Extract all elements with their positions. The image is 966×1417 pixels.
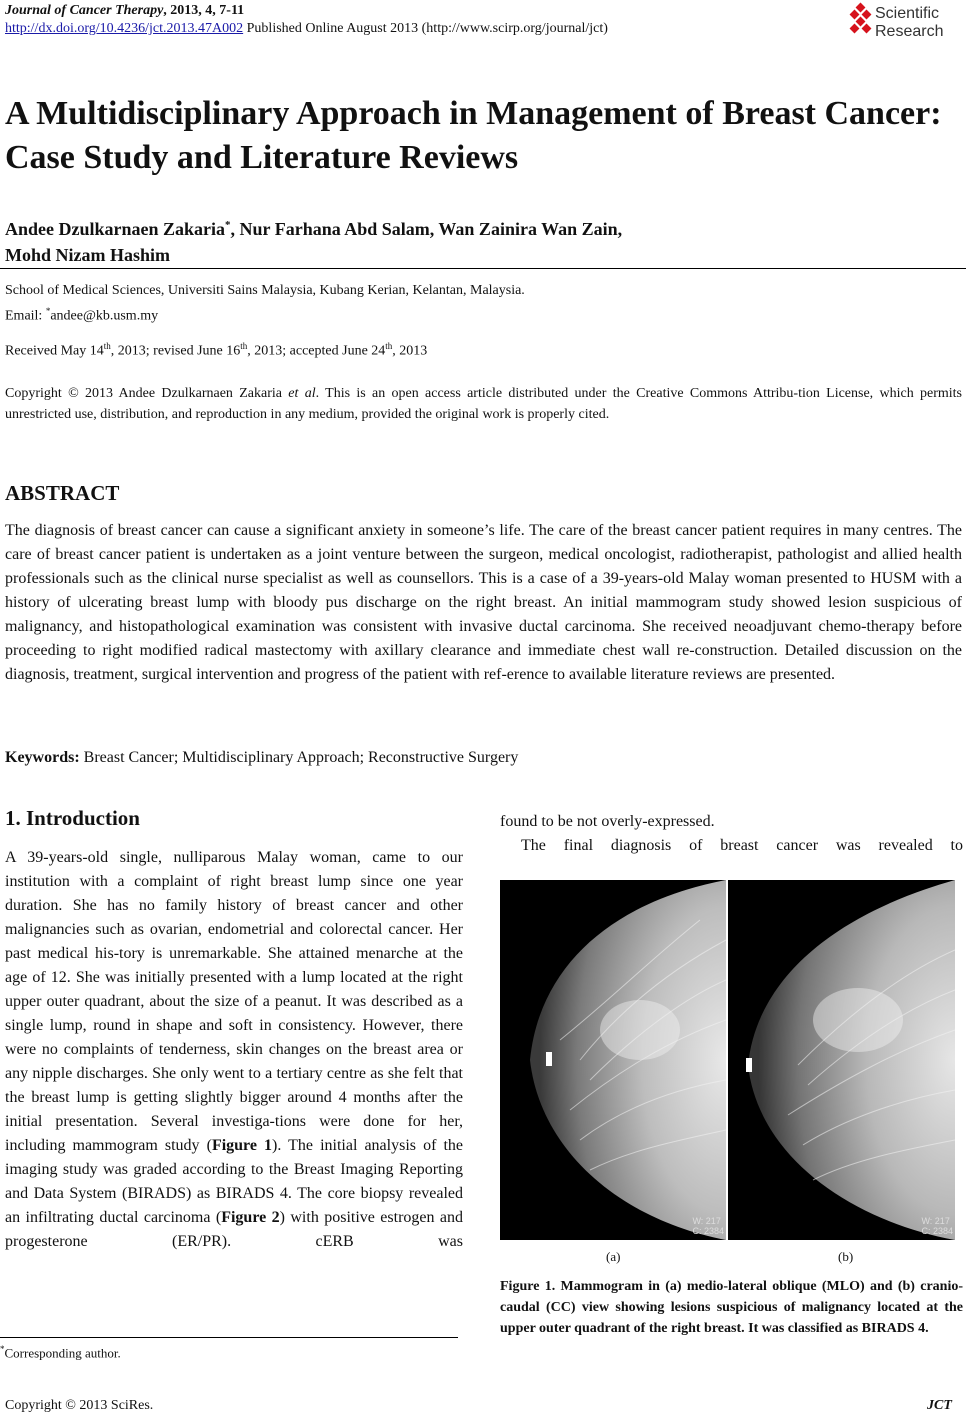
mammogram-cc-image <box>728 880 955 1240</box>
authors-line2: Mohd Nizam Hashim <box>5 245 171 265</box>
cc-window: W: 217 <box>921 1216 950 1226</box>
figure2-ref[interactable]: Figure 2 <box>221 1209 280 1226</box>
received-text: Received May 14 <box>5 343 104 359</box>
paper-title: A Multidisciplinary Approach in Management of Breast Cancer: Case Study and Literature Reviews <box>5 95 942 176</box>
email-label: Email: <box>5 308 46 324</box>
figure1-caption: Figure 1. Mammogram in (a) medio-lateral oblique (MLO) and (b) cranio-caudal (CC) view showing lesions suspicious of malignancy located at the upper outer quadrant of the right breast. It was classified as BIRADS 4. <box>500 1279 963 1336</box>
affiliation: School of Medical Sciences, Universiti Sains Malaysia, Kubang Kerian, Kelantan, Malaysia. <box>5 283 525 298</box>
keywords-line <box>5 749 518 767</box>
logo-line1: Scientific <box>875 5 940 22</box>
footer-copyright: Copyright © 2013 SciRes. <box>5 1398 154 1413</box>
footnote-divider <box>0 1337 458 1338</box>
scientific-research-logo <box>848 2 966 42</box>
right-column-text <box>500 810 963 858</box>
author-mark: * <box>225 219 231 231</box>
keywords-text: Breast Cancer; Multidisciplinary Approach; Reconstructive Surgery <box>79 749 519 766</box>
received-dates <box>5 341 427 360</box>
keywords-label: Keywords: <box>5 749 80 766</box>
footnote <box>0 1344 121 1361</box>
license-etal: et al <box>288 386 316 401</box>
intro-paragraph <box>5 846 463 1254</box>
mlo-overlay <box>692 1216 724 1236</box>
revised-text: , 2013; revised June 16 <box>110 343 241 359</box>
accepted-year: , 2013 <box>392 343 428 359</box>
revised-sup: th <box>240 341 248 351</box>
footnote-mark: * <box>0 1344 5 1354</box>
doi-line <box>5 21 608 37</box>
journal-citation <box>5 3 244 19</box>
mlo-center: C: 2384 <box>692 1226 724 1236</box>
abstract-heading: ABSTRACT <box>5 481 120 505</box>
license-notice <box>5 383 962 425</box>
intro-text-2: ). The initial analysis of the imaging study was graded according to the Breast Imaging Reporting and Data System (BIRADS) as BIRADS 4. The core biopsy revealed an infiltrating ductal carcinoma ( <box>5 1137 463 1226</box>
logo-line2: Research <box>875 23 944 40</box>
abstract-text: The diagnosis of breast cancer can cause a significant anxiety in someone’s life. The care of the breast cancer patient requires in many centres. The care of breast cancer patient is undertaken as a joint venture between the surgeon, medical oncologist, radiotherapist, pathologist and allied health professionals such as the clinical nurse specialist as well as counsellors. This is a case of a 39-years-old Malay woman presented to HUSM with a history of ulcerating breast lump with bloody pus discharge on the right breast. An initial mammogram study showed lesion suspicious of malignancy, and histopathological examination was consistent with invasive ductal carcinoma. She received neoadjuvant chemo-therapy before proceeding to right modified radical mastectomy with axillary clearance and immediate chest wall re-construction. Detailed discussion on the diagnosis, treatment, surgical intervention and progress of the patient with ref-erence to available literature reviews are presented. <box>5 522 962 683</box>
author-first: Andee Dzulkarnaen Zakaria <box>5 219 226 239</box>
email-mark: * <box>45 306 51 316</box>
received-sup: th <box>103 341 111 351</box>
journal-name: Journal of Cancer Therapy <box>5 3 164 18</box>
footnote-text: Corresponding author. <box>4 1345 121 1361</box>
authors-rest: , Nur Farhana Abd Salam, Wan Zainira Wan Zain, <box>230 219 623 239</box>
footer-journal-abbrev: JCT <box>927 1398 952 1413</box>
accepted-sup: th <box>385 341 393 351</box>
cc-overlay <box>921 1216 953 1236</box>
author-list <box>5 212 955 268</box>
intro-heading: 1. Introduction <box>5 806 140 830</box>
accepted-text: , 2013; accepted June 24 <box>247 343 386 359</box>
right-para-end: found to be not overly-expressed. <box>500 813 715 830</box>
cc-center: C: 2384 <box>921 1226 953 1236</box>
intro-text-3: ) with positive estrogen and progesterone (ER/PR). cERB was <box>5 1209 464 1250</box>
license-before: Copyright © 2013 Andee Dzulkarnaen Zakaria <box>5 386 289 401</box>
affiliation-block <box>5 280 525 327</box>
published-text: Published Online August 2013 (http://www.scirp.org/journal/jct) <box>243 21 608 36</box>
mammogram-mlo-image <box>500 880 726 1240</box>
doi-link[interactable]: http://dx.doi.org/10.4236/jct.2013.47A002 <box>5 21 244 36</box>
figure-label-b: (b) <box>838 1249 854 1264</box>
journal-volume: , 2013, 4, 7-11 <box>163 3 245 18</box>
right-para-start: The final diagnosis of breast cancer was revealed to <box>521 837 963 854</box>
intro-text-1: A 39-years-old single, nulliparous Malay woman, came to our institution with a complaint of right breast lump since one year duration. She has no family history of breast cancer and other malignancies such as ovarian, endometrial and colorectal cancer. Her past medical his-tory is unremarkable. She attained menarche at the age of 12. She was initially presented with a lump located at the right upper outer quadrant, about the size of a peanut. It was described as a single lump, round in shape and soft in consistency. However, there were no complaints of tenderness, skin changes on the breast area or any nipple discharges. She only went to a tertiary centre as she felt that the breast lump is getting slightly bigger around 4 months after the initial presentation. Several investiga-tions were done for her, including mammogram study ( <box>5 849 463 1154</box>
figure1-ref[interactable]: Figure 1 <box>211 1137 273 1154</box>
title-divider <box>0 268 966 269</box>
figure-label-a: (a) <box>606 1249 621 1264</box>
license-after: . This is an open access article distributed under the Creative Commons Attribu-tion License, which permits unrestricted use, distribution, and reproduction in any medium, provided the original work is properly cited. <box>5 386 962 422</box>
mlo-window: W: 217 <box>692 1216 721 1226</box>
email-address: andee@kb.usm.my <box>50 308 159 324</box>
logo-icon <box>848 2 874 40</box>
email-line <box>5 301 525 327</box>
